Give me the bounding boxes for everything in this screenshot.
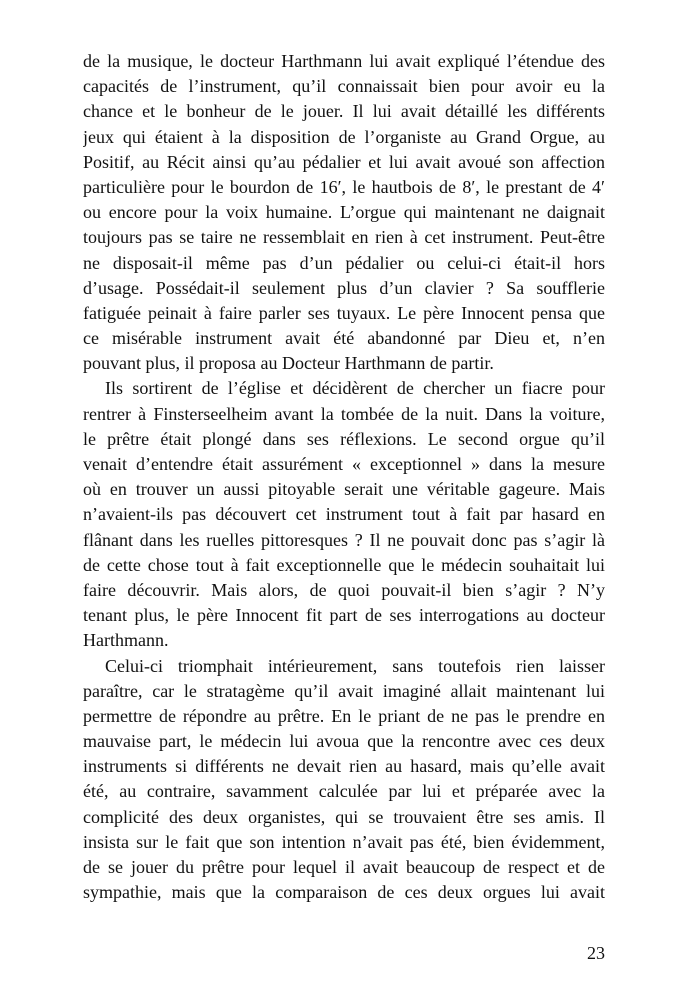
text-line: tenant plus, le père Innocent fit part de ses interrogations au docteur (83, 605, 605, 626)
body-text (83, 49, 605, 905)
paragraph (83, 49, 605, 376)
text-line: mauvaise part, le médecin lui avoua que la rencontre avec ces deux (83, 731, 605, 752)
text-line: rentrer à Finsterseelheim avant la tombée de la nuit. Dans la voiture, (83, 403, 605, 424)
page-number: 23 (587, 943, 605, 963)
text-line: sympathie, mais que la comparaison de ces deux orgues lui avait (83, 882, 605, 903)
text-line: pouvant plus, il proposa au Docteur Harthmann de partir. (83, 353, 494, 374)
paragraph (83, 376, 605, 653)
text-line: toujours pas se taire ne ressemblait en rien à cet instrument. Peut-être (83, 227, 605, 248)
text-line: insista sur le fait que son intention n’avait pas été, bien évidemment, (83, 831, 605, 852)
paragraph (83, 654, 605, 906)
text-line: ou encore pour la voix humaine. L’orgue qui maintenant ne daignait (83, 202, 605, 223)
text-line: Celui-ci triomphait intérieurement, sans toutefois rien laisser (105, 655, 605, 676)
text-line: de la musique, le docteur Harthmann lui avait expliqué l’étendue des (83, 51, 605, 71)
text-line: instruments si différents ne devait rien au hasard, mais qu’elle avait (83, 756, 605, 777)
text-line: de se jouer du prêtre pour lequel il avait beaucoup de respect et de (83, 857, 605, 877)
text-line: ne disposait-il même pas d’un pédalier ou celui-ci était-il hors (83, 252, 605, 273)
text-line: Harthmann. (83, 630, 169, 651)
text-line: venait d’entendre était assurément « exceptionnel » dans la mesure (83, 454, 605, 474)
text-line: paraître, car le stratagème qu’il avait imaginé allait maintenant lui (83, 680, 605, 701)
text-line: fatiguée peinait à faire parler ses tuyaux. Le père Innocent pensa que (83, 302, 605, 323)
text-line: particulière pour le bourdon de 16′, le hautbois de 8′, le prestant de 4′ (83, 176, 605, 197)
text-line: chance et le bonheur de le jouer. Il lui avait détaillé les différents (83, 101, 605, 122)
text-line: capacités de l’instrument, qu’il connaissait bien pour avoir eu la (83, 76, 605, 97)
text-line: d’usage. Possédait-il seulement plus d’un clavier ? Sa soufflerie (83, 277, 605, 298)
text-line: été, au contraire, savamment calculée par lui et préparée avec la (83, 781, 605, 802)
text-line: le prêtre était plongé dans ses réflexions. Le second orgue qu’il (83, 428, 605, 449)
text-line: jeux qui étaient à la disposition de l’organiste au Grand Orgue, au (83, 126, 605, 147)
text-line: faire découvrir. Mais alors, de quoi pouvait-il bien s’agir ? N’y (83, 579, 605, 600)
text-line: de cette chose tout à fait exceptionnelle que le médecin souhaitait lui (83, 554, 605, 575)
text-line: n’avaient-ils pas découvert cet instrument tout à fait par hasard en (83, 504, 605, 525)
text-line: Positif, au Récit ainsi qu’au pédalier et lui avait avoué son affection (83, 151, 605, 172)
text-line: permettre de répondre au prêtre. En le priant de ne pas le prendre en (83, 705, 605, 726)
text-line: ce misérable instrument avait été abandonné par Dieu et, n’en (83, 328, 605, 349)
text-line: flânant dans les ruelles pittoresques ? Il ne pouvait donc pas s’agir là (83, 529, 605, 550)
text-line: Ils sortirent de l’église et décidèrent de chercher un fiacre pour (105, 378, 605, 399)
text-line: complicité des deux organistes, qui se trouvaient être ses amis. Il (83, 806, 605, 827)
text-line: où en trouver un aussi pitoyable serait une véritable gageure. Mais (83, 479, 605, 500)
